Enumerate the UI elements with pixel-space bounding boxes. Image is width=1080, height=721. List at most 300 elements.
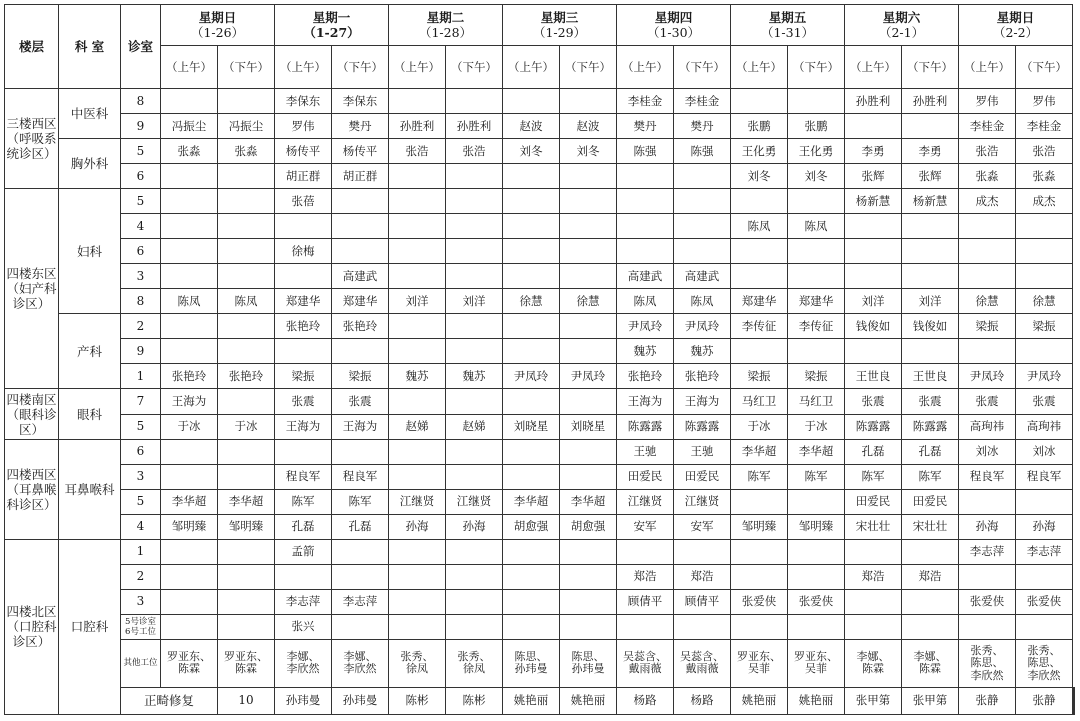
day-header <box>959 5 1073 46</box>
day-header <box>731 5 845 46</box>
schedule-table <box>4 4 1075 715</box>
doctor-cell: 郑浩 <box>845 564 902 589</box>
doctor-cell <box>389 439 446 464</box>
room-cell: 5号诊室 6号工位 <box>121 614 161 639</box>
doctor-cell: 孙海 <box>1016 514 1073 539</box>
schedule-row <box>5 239 1075 264</box>
afternoon-header: （下午） <box>1016 46 1073 89</box>
doctor-cell <box>503 164 560 189</box>
doctor-cell: 邹明臻 <box>731 514 788 539</box>
morning-header: （上午） <box>617 46 674 89</box>
doctor-cell: 魏苏 <box>674 339 731 364</box>
doctor-cell: 李传征 <box>731 314 788 339</box>
doctor-cell: 李娜、 陈霖 <box>902 639 959 687</box>
doctor-cell <box>845 214 902 239</box>
doctor-cell: 罗伟 <box>275 114 332 139</box>
doctor-cell: 尹凤玲 <box>560 364 617 389</box>
doctor-cell: 陈思、 孙玮曼 <box>503 639 560 687</box>
doctor-cell <box>560 439 617 464</box>
doctor-cell: 张艳玲 <box>218 364 275 389</box>
doctor-cell <box>674 239 731 264</box>
room-cell: 其他工位 <box>121 639 161 687</box>
doctor-cell <box>332 614 389 639</box>
doctor-cell: 王世良 <box>902 364 959 389</box>
doctor-cell <box>446 314 503 339</box>
doctor-cell <box>161 339 218 364</box>
doctor-cell <box>332 189 389 214</box>
doctor-cell: 徐慧 <box>1016 289 1073 314</box>
doctor-cell: 梁振 <box>788 364 845 389</box>
header-dept: 科 室 <box>59 5 121 89</box>
doctor-cell <box>503 264 560 289</box>
doctor-cell: 吴蕊含、 戴雨薇 <box>674 639 731 687</box>
doctor-cell: 张艳玲 <box>275 314 332 339</box>
doctor-cell: 王驰 <box>674 439 731 464</box>
doctor-cell <box>218 614 275 639</box>
header-row-halfdays <box>5 46 1075 89</box>
doctor-cell <box>161 564 218 589</box>
doctor-cell: 陈军 <box>845 464 902 489</box>
doctor-cell <box>503 389 560 414</box>
doctor-cell: 李华超 <box>560 489 617 514</box>
doctor-cell: 罗亚东、 吴菲 <box>731 639 788 687</box>
doctor-cell <box>959 264 1016 289</box>
doctor-cell <box>902 589 959 614</box>
doctor-cell: 顾倩平 <box>617 589 674 614</box>
doctor-cell <box>731 264 788 289</box>
header-room: 诊室 <box>121 5 161 89</box>
doctor-cell <box>845 539 902 564</box>
doctor-cell: 张浩 <box>446 139 503 164</box>
doctor-cell: 于冰 <box>731 414 788 439</box>
doctor-cell <box>389 589 446 614</box>
doctor-cell <box>389 189 446 214</box>
room-cell: 5 <box>121 414 161 439</box>
doctor-cell: 陈彬 <box>446 687 503 714</box>
doctor-cell <box>446 89 503 114</box>
doctor-cell: 陈强 <box>674 139 731 164</box>
day-date: （2-1） <box>878 25 925 41</box>
doctor-cell <box>731 489 788 514</box>
doctor-cell: 陈凤 <box>731 214 788 239</box>
doctor-cell: 张震 <box>902 389 959 414</box>
room-cell: 4 <box>121 514 161 539</box>
doctor-cell: 张淼 <box>218 139 275 164</box>
doctor-cell <box>503 439 560 464</box>
doctor-cell: 李志萍 <box>959 539 1016 564</box>
doctor-cell: 张震 <box>845 389 902 414</box>
doctor-cell: 李华超 <box>161 489 218 514</box>
doctor-cell <box>560 264 617 289</box>
doctor-cell <box>446 214 503 239</box>
doctor-cell: 王海为 <box>161 389 218 414</box>
doctor-cell: 张甲第 <box>902 687 959 714</box>
doctor-cell <box>560 614 617 639</box>
doctor-cell <box>275 264 332 289</box>
doctor-cell: 孔磊 <box>845 439 902 464</box>
doctor-cell <box>1016 264 1073 289</box>
doctor-cell: 于冰 <box>161 414 218 439</box>
doctor-cell: 李娜、 陈霖 <box>845 639 902 687</box>
doctor-cell <box>446 614 503 639</box>
doctor-cell <box>503 189 560 214</box>
doctor-cell <box>731 539 788 564</box>
day-name: 星期五 <box>768 10 807 26</box>
doctor-cell <box>560 189 617 214</box>
doctor-cell <box>617 189 674 214</box>
schedule-row <box>5 339 1075 364</box>
doctor-cell: 樊丹 <box>332 114 389 139</box>
doctor-cell <box>332 214 389 239</box>
doctor-cell <box>731 89 788 114</box>
department-cell: 中医科 <box>59 89 121 139</box>
doctor-cell: 张静 <box>959 687 1016 714</box>
doctor-cell: 孙胜利 <box>845 89 902 114</box>
doctor-cell: 陈凤 <box>788 214 845 239</box>
morning-header: （上午） <box>389 46 446 89</box>
doctor-cell: 郑建华 <box>788 289 845 314</box>
day-header <box>617 5 731 46</box>
doctor-cell: 程良军 <box>332 464 389 489</box>
doctor-cell: 梁振 <box>731 364 788 389</box>
room-cell: 9 <box>121 114 161 139</box>
doctor-cell <box>731 564 788 589</box>
doctor-cell: 王海为 <box>617 389 674 414</box>
doctor-cell <box>275 564 332 589</box>
doctor-cell: 杨路 <box>617 687 674 714</box>
doctor-cell: 赵波 <box>560 114 617 139</box>
room-cell: 1 <box>121 364 161 389</box>
doctor-cell: 李保东 <box>332 89 389 114</box>
doctor-cell <box>617 214 674 239</box>
doctor-cell <box>218 89 275 114</box>
day-name: 星期三 <box>540 10 579 26</box>
doctor-cell: 孙胜利 <box>902 89 959 114</box>
doctor-cell: 姚艳丽 <box>731 687 788 714</box>
doctor-cell <box>446 564 503 589</box>
doctor-cell <box>674 164 731 189</box>
doctor-cell: 张兴 <box>275 614 332 639</box>
doctor-cell: 孔磊 <box>902 439 959 464</box>
doctor-cell <box>218 539 275 564</box>
doctor-cell: 樊丹 <box>617 114 674 139</box>
doctor-cell <box>845 114 902 139</box>
doctor-cell <box>560 464 617 489</box>
doctor-cell <box>902 239 959 264</box>
floor-cell: 四楼北区 （口腔科 诊区） <box>5 539 59 714</box>
doctor-cell <box>959 564 1016 589</box>
schedule-row <box>5 589 1075 614</box>
doctor-cell <box>389 539 446 564</box>
day-date: （1-30） <box>646 25 701 41</box>
doctor-cell: 张震 <box>959 389 1016 414</box>
doctor-cell: 王驰 <box>617 439 674 464</box>
doctor-cell: 尹凤玲 <box>1016 364 1073 389</box>
doctor-cell <box>389 564 446 589</box>
doctor-cell: 成杰 <box>959 189 1016 214</box>
doctor-cell: 陈军 <box>332 489 389 514</box>
schedule-row <box>5 614 1075 639</box>
doctor-cell <box>674 214 731 239</box>
doctor-cell: 赵波 <box>503 114 560 139</box>
doctor-cell <box>389 614 446 639</box>
afternoon-header: （下午） <box>446 46 503 89</box>
doctor-cell <box>560 164 617 189</box>
doctor-cell <box>560 539 617 564</box>
floor-cell: 四楼南区 （眼科诊 区） <box>5 389 59 439</box>
doctor-cell <box>959 214 1016 239</box>
doctor-cell: 王海为 <box>332 414 389 439</box>
doctor-cell <box>1016 564 1073 589</box>
doctor-cell: 李志萍 <box>332 589 389 614</box>
doctor-cell: 陈凤 <box>617 289 674 314</box>
doctor-cell <box>161 539 218 564</box>
doctor-cell <box>902 114 959 139</box>
doctor-cell: 张秀、 徐凤 <box>389 639 446 687</box>
doctor-cell: 李桂金 <box>1016 114 1073 139</box>
doctor-cell <box>674 189 731 214</box>
doctor-cell: 刘洋 <box>446 289 503 314</box>
doctor-cell: 张震 <box>332 389 389 414</box>
room-cell: 6 <box>121 439 161 464</box>
doctor-cell <box>389 164 446 189</box>
doctor-cell: 张淼 <box>161 139 218 164</box>
doctor-cell <box>218 164 275 189</box>
room-cell: 5 <box>121 189 161 214</box>
doctor-cell: 刘洋 <box>389 289 446 314</box>
doctor-cell: 田爱民 <box>674 464 731 489</box>
doctor-cell <box>332 564 389 589</box>
department-cell: 妇科 <box>59 189 121 314</box>
doctor-cell: 徐梅 <box>275 239 332 264</box>
doctor-cell: 胡愈强 <box>503 514 560 539</box>
doctor-cell: 郑建华 <box>731 289 788 314</box>
department-cell: 产科 <box>59 314 121 389</box>
schedule-row <box>5 264 1075 289</box>
department-cell: 眼科 <box>59 389 121 439</box>
schedule-row <box>5 164 1075 189</box>
morning-header: （上午） <box>845 46 902 89</box>
doctor-cell: 张鹏 <box>788 114 845 139</box>
doctor-cell: 罗亚东、 吴菲 <box>788 639 845 687</box>
doctor-cell: 赵娣 <box>389 414 446 439</box>
doctor-cell <box>389 214 446 239</box>
doctor-cell <box>560 389 617 414</box>
doctor-cell <box>845 239 902 264</box>
doctor-cell: 李华超 <box>503 489 560 514</box>
doctor-cell: 吴蕊含、 戴雨薇 <box>617 639 674 687</box>
doctor-cell: 王海为 <box>275 414 332 439</box>
day-date: （1-31） <box>760 25 815 41</box>
doctor-cell <box>218 239 275 264</box>
day-date: （1-29） <box>532 25 587 41</box>
day-name: 星期日 <box>996 10 1035 26</box>
doctor-cell: 徐慧 <box>560 289 617 314</box>
doctor-cell: 孟箭 <box>275 539 332 564</box>
doctor-cell: 梁振 <box>332 364 389 389</box>
day-name: 星期二 <box>426 10 465 26</box>
room-cell: 4 <box>121 214 161 239</box>
doctor-cell: 张辉 <box>902 164 959 189</box>
doctor-cell: 李勇 <box>902 139 959 164</box>
department-cell: 胸外科 <box>59 139 121 189</box>
day-name: 星期四 <box>654 10 693 26</box>
doctor-cell <box>161 239 218 264</box>
doctor-cell <box>788 564 845 589</box>
doctor-cell <box>617 539 674 564</box>
doctor-cell: 张艳玲 <box>674 364 731 389</box>
doctor-cell: 张震 <box>1016 389 1073 414</box>
room-cell: 6 <box>121 164 161 189</box>
doctor-cell <box>389 239 446 264</box>
doctor-cell: 孔磊 <box>332 514 389 539</box>
doctor-cell <box>788 489 845 514</box>
doctor-cell <box>788 614 845 639</box>
doctor-cell <box>503 539 560 564</box>
doctor-cell <box>674 539 731 564</box>
day-date: （1-28） <box>418 25 473 41</box>
floor-cell: 四楼东区 （妇产科 诊区） <box>5 189 59 389</box>
morning-header: （上午） <box>275 46 332 89</box>
doctor-cell: 罗亚东、 陈霖 <box>161 639 218 687</box>
doctor-cell: 陈彬 <box>389 687 446 714</box>
doctor-cell: 江继贤 <box>674 489 731 514</box>
doctor-cell: 程良军 <box>275 464 332 489</box>
doctor-cell: 邹明臻 <box>218 514 275 539</box>
doctor-cell <box>788 189 845 214</box>
doctor-cell <box>161 439 218 464</box>
doctor-cell: 安军 <box>617 514 674 539</box>
doctor-cell <box>161 589 218 614</box>
morning-header: （上午） <box>959 46 1016 89</box>
doctor-cell: 成杰 <box>1016 189 1073 214</box>
doctor-cell <box>332 539 389 564</box>
room-cell: 8 <box>121 289 161 314</box>
doctor-cell: 郑浩 <box>617 564 674 589</box>
doctor-cell: 孔磊 <box>275 514 332 539</box>
doctor-cell <box>731 189 788 214</box>
schedule-row <box>5 464 1075 489</box>
doctor-cell: 李华超 <box>218 489 275 514</box>
doctor-cell: 邹明臻 <box>161 514 218 539</box>
doctor-cell: 张秀、 陈思、 李欣然 <box>1016 639 1073 687</box>
doctor-cell <box>902 264 959 289</box>
doctor-cell <box>503 564 560 589</box>
day-name: 星期六 <box>882 10 921 26</box>
doctor-cell: 张爱侠 <box>1016 589 1073 614</box>
doctor-cell: 杨传平 <box>275 139 332 164</box>
doctor-cell <box>446 589 503 614</box>
doctor-cell: 安军 <box>674 514 731 539</box>
doctor-cell: 陈强 <box>617 139 674 164</box>
doctor-cell <box>332 339 389 364</box>
doctor-cell: 程良军 <box>1016 464 1073 489</box>
doctor-cell: 李娜、 李欣然 <box>275 639 332 687</box>
doctor-cell: 顾倩平 <box>674 589 731 614</box>
doctor-cell <box>959 614 1016 639</box>
doctor-cell <box>617 239 674 264</box>
doctor-cell: 姚艳丽 <box>788 687 845 714</box>
doctor-cell: 李娜、 李欣然 <box>332 639 389 687</box>
doctor-cell <box>389 389 446 414</box>
doctor-cell: 梁振 <box>275 364 332 389</box>
doctor-cell: 尹凤玲 <box>674 314 731 339</box>
doctor-cell: 郑建华 <box>275 289 332 314</box>
doctor-cell <box>446 189 503 214</box>
doctor-cell: 郑浩 <box>674 564 731 589</box>
doctor-cell: 刘洋 <box>845 289 902 314</box>
doctor-cell: 孙海 <box>389 514 446 539</box>
doctor-cell <box>1074 687 1075 714</box>
doctor-cell <box>389 89 446 114</box>
doctor-cell <box>389 339 446 364</box>
room-cell: 3 <box>121 464 161 489</box>
doctor-cell: 马红卫 <box>731 389 788 414</box>
day-header <box>161 5 275 46</box>
schedule-row <box>5 189 1075 214</box>
schedule-row <box>5 514 1075 539</box>
doctor-cell <box>503 589 560 614</box>
morning-header: （上午） <box>503 46 560 89</box>
doctor-cell <box>560 214 617 239</box>
doctor-cell: 樊丹 <box>674 114 731 139</box>
doctor-cell <box>560 239 617 264</box>
room-cell: 9 <box>121 339 161 364</box>
doctor-cell <box>617 614 674 639</box>
doctor-cell <box>1016 214 1073 239</box>
room-cell: 2 <box>121 314 161 339</box>
doctor-cell <box>161 614 218 639</box>
doctor-cell <box>788 239 845 264</box>
schedule-row <box>5 489 1075 514</box>
doctor-cell <box>1016 614 1073 639</box>
doctor-cell <box>446 339 503 364</box>
doctor-cell: 徐慧 <box>959 289 1016 314</box>
doctor-cell <box>1016 239 1073 264</box>
doctor-cell <box>218 564 275 589</box>
doctor-cell: 马红卫 <box>788 389 845 414</box>
schedule-row <box>5 214 1075 239</box>
schedule-row <box>5 139 1075 164</box>
doctor-cell <box>1016 489 1073 514</box>
doctor-cell: 张蓓 <box>275 189 332 214</box>
doctor-cell: 程良军 <box>959 464 1016 489</box>
doctor-cell: 姚艳丽 <box>503 687 560 714</box>
doctor-cell <box>446 439 503 464</box>
doctor-cell <box>560 564 617 589</box>
doctor-cell <box>218 339 275 364</box>
doctor-cell <box>1016 339 1073 364</box>
morning-header: （上午） <box>731 46 788 89</box>
doctor-cell: 高珣祎 <box>1016 414 1073 439</box>
doctor-cell: 钱俊如 <box>902 314 959 339</box>
doctor-cell: 高建武 <box>332 264 389 289</box>
doctor-cell <box>389 464 446 489</box>
header-floor: 楼层 <box>5 5 59 89</box>
doctor-cell: 张浩 <box>389 139 446 164</box>
doctor-cell <box>788 89 845 114</box>
doctor-cell <box>218 464 275 489</box>
doctor-cell: 张爱侠 <box>731 589 788 614</box>
doctor-cell: 张艳玲 <box>332 314 389 339</box>
doctor-cell: 宋壮壮 <box>902 514 959 539</box>
doctor-cell: 孙胜利 <box>446 114 503 139</box>
doctor-cell: 田爱民 <box>617 464 674 489</box>
doctor-cell: 宋壮壮 <box>845 514 902 539</box>
doctor-cell: 王世良 <box>845 364 902 389</box>
doctor-cell <box>218 214 275 239</box>
doctor-cell: 陈军 <box>731 464 788 489</box>
